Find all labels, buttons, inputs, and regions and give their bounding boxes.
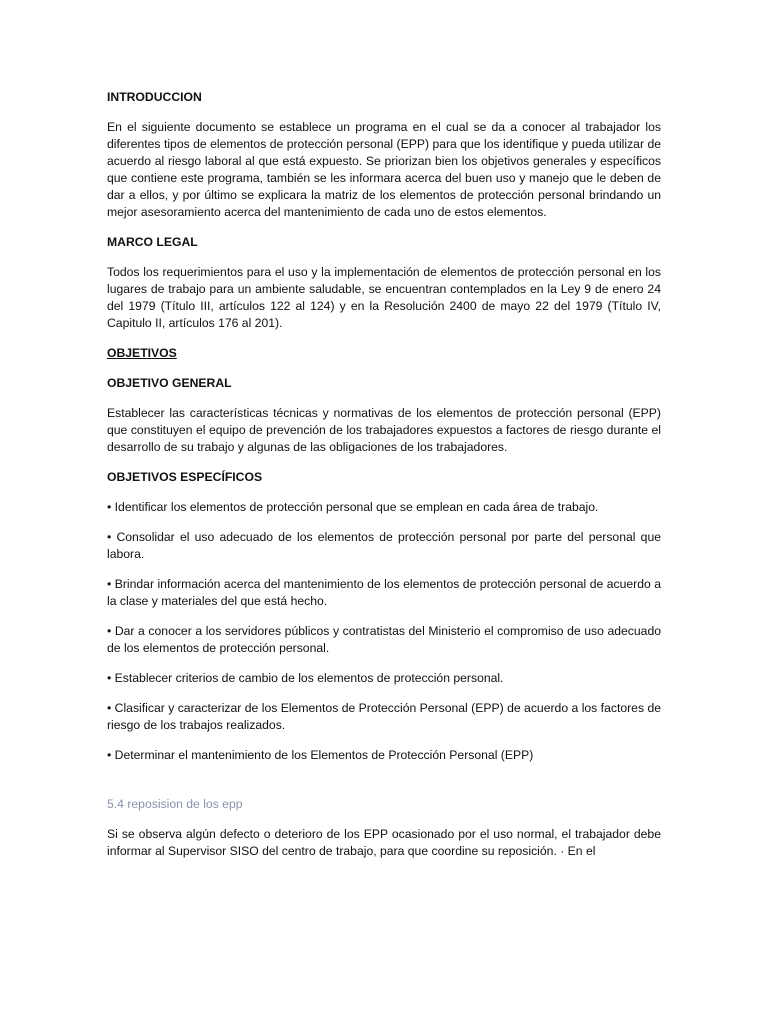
reposision-heading: 5.4 reposision de los epp: [107, 797, 243, 811]
objetivo-especifico-item: • Consolidar el uso adecuado de los elementos de protección personal por parte del personal que labora.: [107, 530, 661, 561]
objetivos-especificos-heading: OBJETIVOS ESPECÍFICOS: [107, 470, 263, 484]
reposision-paragraph: Si se observa algún defecto o deterioro de los EPP ocasionado por el uso normal, el trabajador debe informar al Supervisor SISO del centro de trabajo, para que coordine su reposición. · En el: [107, 827, 661, 858]
objetivo-especifico-item: • Identificar los elementos de protección personal que se emplean en cada área de trabajo.: [107, 500, 599, 514]
objetivo-especifico-item: • Brindar información acerca del mantenimiento de los elementos de protección personal de acuerdo a la clase y materiales del que está hecho.: [107, 577, 661, 608]
marco-legal-paragraph: Todos los requerimientos para el uso y la implementación de elementos de protección personal en los lugares de trabajo para un ambiente saludable, se encuentran contemplados en la Ley 9 de enero 24 del 1979 (Título III, artículos 122 al 124) y en la Resolución 2400 de mayo 22 del 1979 (Título IV, Capitulo II, artículos 176 al 201).: [107, 265, 661, 330]
intro-heading: INTRODUCCION: [107, 90, 202, 104]
objetivo-especifico-item: • Dar a conocer a los servidores públicos y contratistas del Ministerio el compromiso de uso adecuado de los elementos de protección personal.: [107, 624, 661, 655]
objetivo-general-heading: OBJETIVO GENERAL: [107, 376, 232, 390]
objetivo-especifico-item: • Establecer criterios de cambio de los elementos de protección personal.: [107, 671, 504, 685]
intro-paragraph: En el siguiente documento se establece un programa en el cual se da a conocer al trabajador los diferentes tipos de elementos de protección personal (EPP) para que los identifique y pueda utilizar de acuerdo al riesgo laboral al que está expuesto. Se priorizan bien los objetivos generales y específicos que contiene este programa, también se les informara acerca del buen uso y manejo que le deben de dar a ellos, y por último se explicara la matriz de los elementos de protección personal brindando un mejor asesoramiento acerca del mantenimiento de cada uno de estos elementos.: [107, 120, 661, 219]
objetivos-heading: OBJETIVOS: [107, 346, 177, 360]
objetivo-general-paragraph: Establecer las características técnicas y normativas de los elementos de protección personal (EPP) que constituyen el equipo de prevención de los trabajadores expuestos a factores de riesgo durante el desarrollo de su trabajo y algunas de las obligaciones de los trabajadores.: [107, 406, 661, 454]
objetivo-especifico-item: • Determinar el mantenimiento de los Elementos de Protección Personal (EPP): [107, 748, 534, 762]
marco-legal-heading: MARCO LEGAL: [107, 235, 198, 249]
document-content: [107, 89, 661, 860]
objetivo-especifico-item: • Clasificar y caracterizar de los Elementos de Protección Personal (EPP) de acuerdo a los factores de riesgo de los trabajos realizados.: [107, 701, 661, 732]
